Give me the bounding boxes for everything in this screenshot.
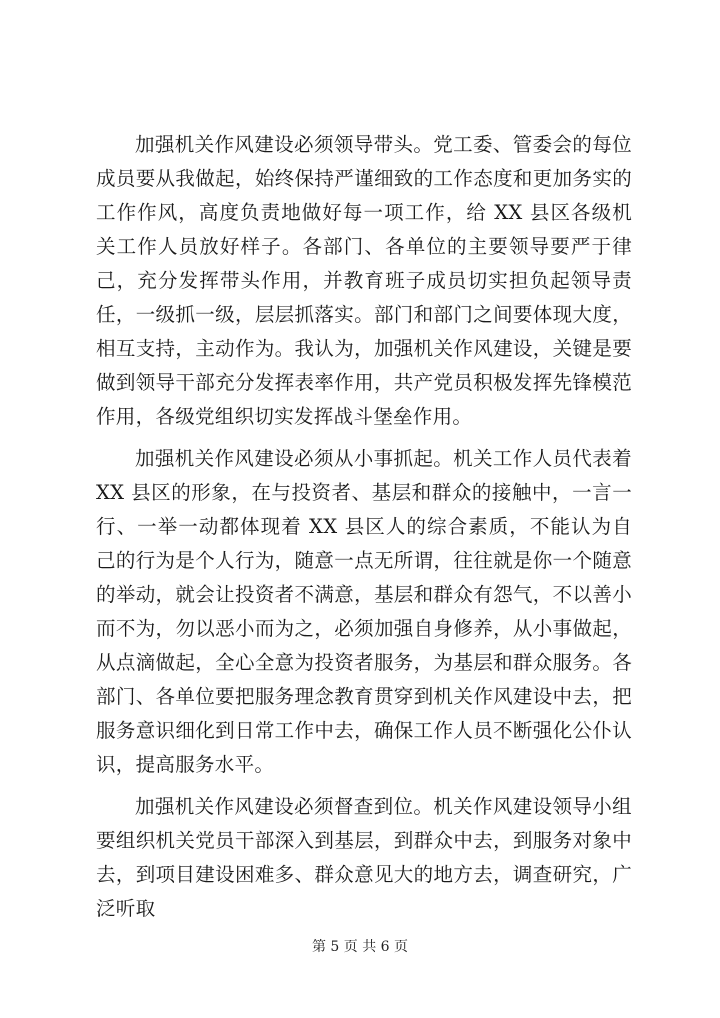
document-body — [96, 128, 632, 934]
paragraph-supervision: 加强机关作风建设必须督查到位。机关作风建设领导小组要组织机关党员干部深入到基层，到群众中去，到服务对象中去，到项目建设困难多、群众意见大的地方去，调查研究，广泛听取 — [96, 795, 632, 920]
paragraph-leadership: 加强机关作风建设必须领导带头。党工委、管委会的每位成员要从我做起，始终保持严谨细致的工作态度和更加务实的工作作风，高度负责地做好每一项工作，给 XX 县区各级机关工作人员放好样子。各部门、各单位的主要领导要严于律己，充分发挥带头作用，并教育班子成员切实担负起领导责任，一级抓一级，层层抓落实。部门和部门之间要体现大度，相互支持，主动作为。我认为，加强机关作风建设，关键是要做到领导干部充分发挥表率作用，共产党员积极发挥先锋模范作用，各级党组织切实发挥战斗堡垒作用。 — [96, 133, 632, 428]
paragraph-small-matters: 加强机关作风建设必须从小事抓起。机关工作人员代表着 XX 县区的形象，在与投资者、基层和群众的接触中，一言一行、一举一动都体现着 XX 县区人的综合素质，不能认为自己的行为是个人行为，随意一点无所谓，往往就是你一个随意的举动，就会让投资者不满意，基层和群众有怨气，不以善小而不为，勿以恶小而为之，必须加强自身修养，从小事做起，从点滴做起，全心全意为投资者服务，为基层和群众服务。各部门、各单位要把服务理念教育贯穿到机关作风建设中去，把服务意识细化到日常工作中去，确保工作人员不断强化公仆认识，提高服务水平。 — [96, 447, 632, 776]
page-number-footer: 第 5 页 共 6 页 — [311, 939, 409, 955]
